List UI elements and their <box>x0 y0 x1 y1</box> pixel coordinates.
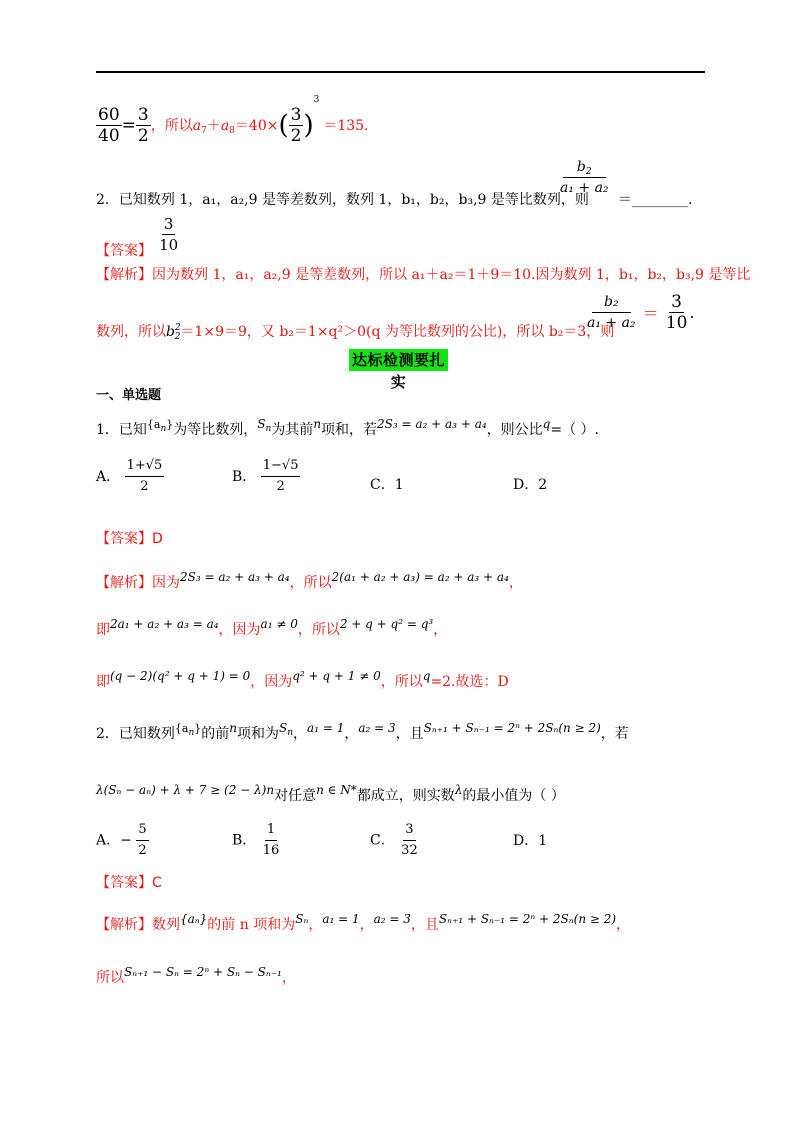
option-b[interactable]: B． $\frac{1-√5}{2}$ <box>232 458 299 494</box>
option-c[interactable]: C． $\frac{3}{32}$ <box>370 822 418 858</box>
option-d[interactable]: D．1 <box>513 833 548 849</box>
analysis-1-fraction: $\frac{\text{b₂}}{\text{a₁ + a₂}}$ ＝ $\frac{3}{10}$ . <box>587 292 695 333</box>
header-rule <box>96 71 705 73</box>
analysis-1-line1: 【解析】因为数列 1，a₁，a₂,9 是等差数列，所以 a₁＋a₂＝1＋9＝10.因为数列 1，b₁，b₂，b₃,9 是等比 <box>96 267 751 283</box>
answer-3-10: 【答案】 $\frac{3}{10}$ <box>96 215 179 259</box>
fraction: $\frac{3}{2}$ <box>290 105 302 146</box>
section-title: 一、单选题 <box>96 388 162 403</box>
analysis-2-line1: 【解析】因为2S₃ = a₂ + a₃ + a₄，所以2(a₁ + a₂ + a₃) = a₂ + a₃ + a₄， <box>96 570 523 591</box>
section-banner: 达标检测要扎实 <box>349 349 448 371</box>
answer-blank: ＝________. <box>618 192 693 208</box>
fraction: $\frac{60}{40}$ <box>98 105 120 146</box>
option-a[interactable]: A． $\frac{1+√5}{2}$ <box>96 458 163 494</box>
answer-d: 【答案】D <box>96 531 163 547</box>
analysis-1-line2: 数列，所以$b^2_2=1\times 9=9$，又 b₂＝1×q²＞0(q 为等比数列的公比)，所以 b₂＝3，则 <box>96 323 615 342</box>
analysis-2-line2: 即2a₁ + a₂ + a₃ = a₄，因为a₁ ≠ 0，所以2 + q + q² = q³， <box>96 617 448 638</box>
fraction: $\frac{3}{2}$ <box>137 105 149 146</box>
question-2-prev: 2．已知数列 1，a₁，a₂,9 是等差数列，数列 1，b₁，b₂，b₃,9 是等比数列，则 <box>96 192 589 208</box>
analysis-2-line3: 即(q − 2)(q² + q + 1) = 0，因为q² + q + 1 ≠ 0，所以q=2.故选：D <box>96 669 509 690</box>
option-b[interactable]: B． $\frac{1}{16}$ <box>232 822 280 858</box>
question-1: 1．已知$^{\{a_n\}}$为等比数列，$S_n$为其前n项和，若2S₃ = a₂ + a₃ + a₄，则公比q=（ ）. <box>96 417 599 438</box>
prev-solution-line: $\frac{60}{40}$ = $\frac{3}{2}$ ，所以$a_7+a_8=40\times$( $\frac{3}{2}$ )$^3$＝135. <box>98 95 369 146</box>
option-c[interactable]: C．1 <box>370 477 404 493</box>
option-d[interactable]: D．2 <box>513 477 548 493</box>
question-2-line2: λ(Sₙ − aₙ) + λ + 7 ≥ (2 − λ)n对任意n ∈ N*都成立，则实数λ的最小值为（ ） <box>96 783 565 804</box>
q2-prev-fraction: $\frac{b_2}{\text{a₁ + a₂}}$ <box>560 159 609 196</box>
option-a[interactable]: A．− $\frac{5}{2}$ <box>96 822 147 858</box>
analysis-3-line2: 所以Sₙ₊₁ − Sₙ = 2ⁿ + Sₙ − Sₙ₋₁， <box>96 965 296 986</box>
answer-c: 【答案】C <box>96 875 162 891</box>
analysis-3-line1: 【解析】数列{aₙ}的前 n 项和为Sₙ，a₁ = 1，a₂ = 3，且Sₙ₊₁ + Sₙ₋₁ = 2ⁿ + 2Sₙ(n ≥ 2)， <box>96 912 631 933</box>
question-2: 2．已知数列$^{\{a_n\}}$的前n项和为$S_n$，a₁ = 1，a₂ = 3，且Sₙ₊₁ + Sₙ₋₁ = 2ⁿ + 2Sₙ(n ≥ 2)，若 <box>96 721 629 742</box>
